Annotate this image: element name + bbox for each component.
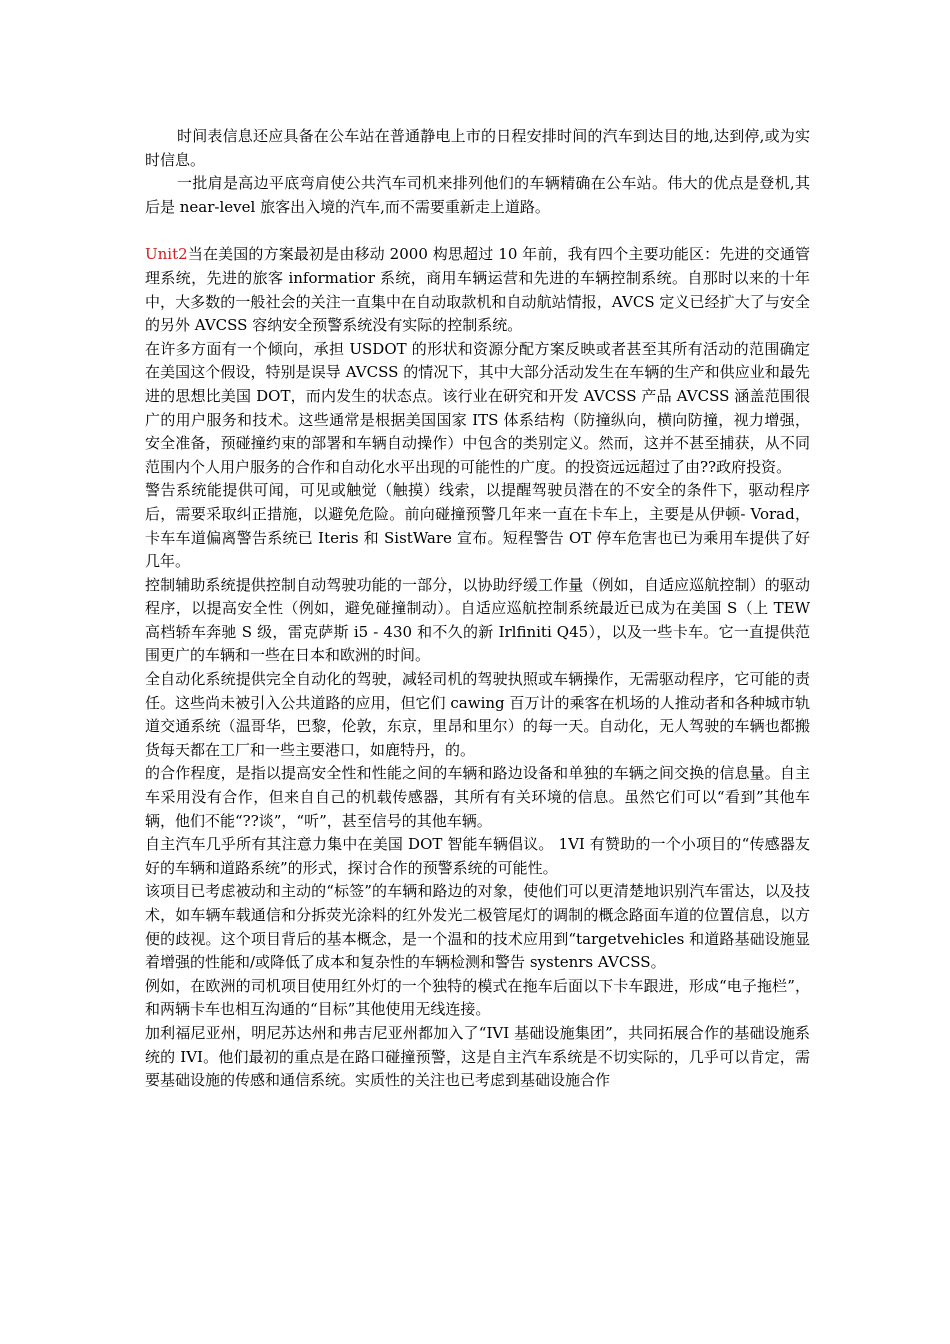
- intro-paragraph-2: 一批肩是高边平底弯肩使公共汽车司机来排列他们的车辆精确在公车站。伟大的优点是登机,其后是 near-level 旅客出入境的汽车,而不需要重新走上道路。: [145, 174, 810, 216]
- body-paragraph: 该项目已考虑被动和主动的“标签”的车辆和路边的对象，使他们可以更清楚地识别汽车雷达，以及技术，如车辆车载通信和分拆荧光涂料的红外发光二极管尾灯的调制的概念路面车道的位置信息，以方便的歧视。这个项目背后的基本概念，是一个温和的技术应用到“targetvehicles 和道路基础设施显着增强的性能和/或降低了成本和复杂性的车辆检测和警告 systenrs AVCSS。: [145, 882, 810, 972]
- body-paragraph: 警告系统能提供可闻，可见或触觉（触摸）线索，以提醒驾驶员潜在的不安全的条件下，驱动程序后，需要采取纠正措施，以避免危险。前向碰撞预警几年来一直在卡车上，主要是从伊顿- Vorad，卡车车道偏离警告系统已 Iteris 和 SistWare 宣布。短程警告 OT 停车危害也已为乘用车提供了好几年。: [145, 481, 810, 571]
- unit2-paragraph-text: 当在美国的方案最初是由移动 2000 构思超过 10 年前，我有四个主要功能区：先进的交通管理系统，先进的旅客 informatior 系统，商用车辆运营和先进的车辆控制系统。自那时以来的十年中，大多数的一般社会的关注一直集中在自动取款机和自动航站情报，AVCS 定义已经扩大了与安全的另外 AVCSS 容纳安全预警系统没有实际的控制系统。: [145, 245, 810, 335]
- body-paragraph: 控制辅助系统提供控制自动驾驶功能的一部分，以协助纾缓工作量（例如，自适应巡航控制）的驱动程序，以提高安全性（例如，避免碰撞制动）。自适应巡航控制系统最近已成为在美国 S（上 TEW 高档轿车奔驰 S 级，雷克萨斯 i5 - 430 和不久的新 Irlfiniti Q45），以及一些卡车。它一直提供范围更广的车辆和一些在日本和欧洲的时间。: [145, 575, 810, 665]
- unit2-paragraph: [145, 243, 810, 337]
- body-paragraph: 加利福尼亚州，明尼苏达州和弗吉尼亚州都加入了“IVI 基础设施集团”，共同拓展合作的基础设施系统的 IVI。他们最初的重点是在路口碰撞预警，这是自主汽车系统是不切实际的，几乎可以肯定，需要基础设施的传感和通信系统。实质性的关注也已考虑到基础设施合作: [145, 1023, 810, 1090]
- body-paragraph: 例如，在欧洲的司机项目使用红外灯的一个独特的模式在拖车后面以下卡车跟进，形成“电子拖栏”，和两辆卡车也相互沟通的“目标”其他使用无线连接。: [145, 976, 810, 1019]
- document-body: [145, 125, 810, 1093]
- intro-paragraph-1: 时间表信息还应具备在公车站在普通静电上市的日程安排时间的汽车到达目的地,达到停,或为实时信息。: [145, 127, 810, 169]
- body-paragraph: 自主汽车几乎所有其注意力集中在美国 DOT 智能车辆倡议。 1VI 有赞助的一个小项目的“传感器友好的车辆和道路系统”的形式，探讨合作的预警系统的可能性。: [145, 835, 810, 877]
- body-paragraph: 的合作程度，是指以提高安全性和性能之间的车辆和路边设备和单独的车辆之间交换的信息量。自主车采用没有合作，但来自自己的机载传感器，其所有有关环境的信息。虽然它们可以“看到”其他车辆，他们不能“??谈”，“听”，甚至信号的其他车辆。: [145, 764, 810, 830]
- body-paragraph: 在许多方面有一个倾向，承担 USDOT 的形状和资源分配方案反映或者甚至其所有活动的范围确定在美国这个假设，特别是误导 AVCSS 的情况下，其中大部分活动发生在车辆的生产和供应业和最先进的思想比美国 DOT，而内发生的状态点。该行业在研究和开发 AVCSS 产品 AVCSS 涵盖范围很广的用户服务和技术。这些通常是根据美国国家 ITS 体系结构（防撞纵向，横向防撞，视力增强，安全准备，预碰撞约束的部署和车辆自动操作）中包含的类别定义。然而，这并不甚至捕获，从不同范围内个人用户服务的合作和自动化水平出现的可能性的广度。的投资远远超过了由??政府投资。: [145, 339, 810, 476]
- unit-label: Unit2: [145, 245, 188, 264]
- body-paragraph: 全自动化系统提供完全自动化的驾驶，减轻司机的驾驶执照或车辆操作，无需驱动程序，它可能的责任。这些尚未被引入公共道路的应用，但它们 cawing 百万计的乘客在机场的人推动者和各种城市轨道交通系统（温哥华，巴黎，伦敦，东京，里昂和里尔）的每一天。自动化，无人驾驶的车辆也都搬货每天都在工厂和一些主要港口，如鹿特丹，的。: [145, 670, 810, 759]
- section-gap: [145, 219, 810, 243]
